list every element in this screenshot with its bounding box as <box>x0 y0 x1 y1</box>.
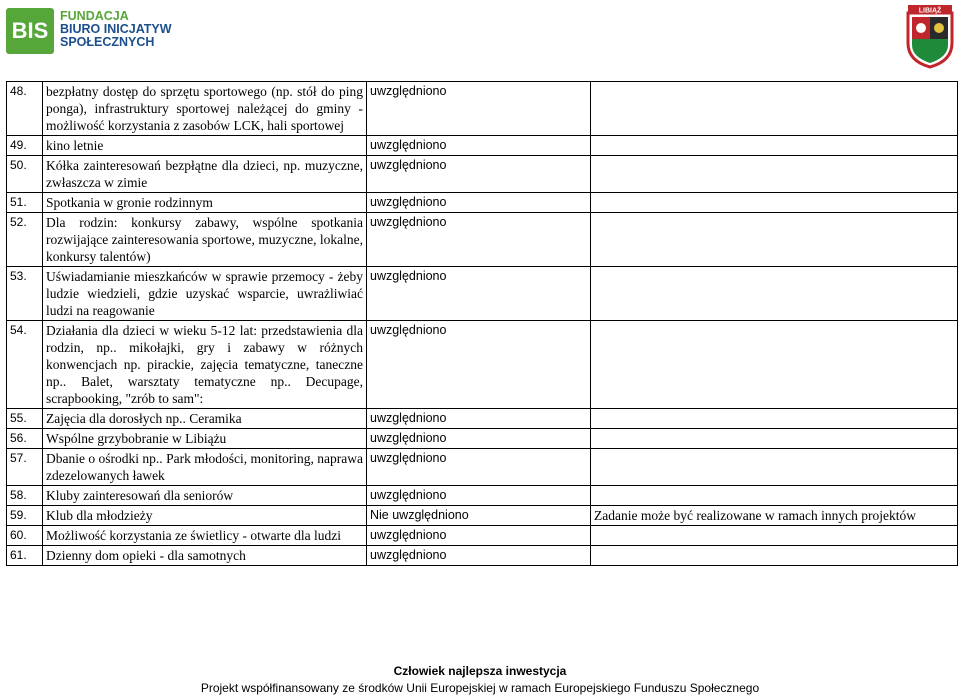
row-note <box>591 486 958 506</box>
row-description: Wspólne grzybobranie w Libiążu <box>43 429 367 449</box>
row-number: 59. <box>7 506 43 526</box>
row-note <box>591 546 958 566</box>
row-note <box>591 321 958 409</box>
row-note: Zadanie może być realizowane w ramach innych projektów <box>591 506 958 526</box>
row-number: 58. <box>7 486 43 506</box>
table-row <box>7 526 958 546</box>
row-note <box>591 213 958 267</box>
row-note <box>591 82 958 136</box>
foundation-line-3: SPOŁECZNYCH <box>60 35 155 49</box>
row-number: 51. <box>7 193 43 213</box>
foundation-name <box>60 10 172 49</box>
row-status: uwzględniono <box>367 429 591 449</box>
table-row <box>7 546 958 566</box>
table-row <box>7 486 958 506</box>
row-status: uwzględniono <box>367 136 591 156</box>
row-status: uwzględniono <box>367 486 591 506</box>
row-number: 53. <box>7 267 43 321</box>
foundation-line-1: FUNDACJA <box>60 9 129 23</box>
row-number: 50. <box>7 156 43 193</box>
row-number: 56. <box>7 429 43 449</box>
row-description: Zajęcia dla dorosłych np.. Ceramika <box>43 409 367 429</box>
table-row <box>7 193 958 213</box>
bis-logo <box>6 8 176 54</box>
row-status: uwzględniono <box>367 267 591 321</box>
table-row <box>7 136 958 156</box>
row-note <box>591 449 958 486</box>
row-status: uwzględniono <box>367 213 591 267</box>
row-status: uwzględniono <box>367 156 591 193</box>
row-description: Dzienny dom opieki - dla samotnych <box>43 546 367 566</box>
row-status: uwzględniono <box>367 82 591 136</box>
footer-funding-note: Projekt współfinansowany ze środków Unii Europejskiej w ramach Europejskiego Funduszu Społecznego <box>200 681 760 695</box>
row-description: Dbanie o ośrodki np.. Park młodości, monitoring, naprawa zdezelowanych ławek <box>43 449 367 486</box>
row-status: uwzględniono <box>367 321 591 409</box>
table-row <box>7 429 958 449</box>
row-status: uwzględniono <box>367 546 591 566</box>
row-note <box>591 409 958 429</box>
row-number: 48. <box>7 82 43 136</box>
row-note <box>591 156 958 193</box>
row-description: bezpłatny dostęp do sprzętu sportowego (np. stół do ping ponga), infrastruktury sportowej należącej do gminy - możliwość korzystania z zasobów LCK, hali sportowej <box>43 82 367 136</box>
table-row <box>7 506 958 526</box>
row-description: Spotkania w gronie rodzinnym <box>43 193 367 213</box>
row-description: Uświadamianie mieszkańców w sprawie przemocy - żeby ludzie wiedzieli, gdzie uzyskać wsparcie, uwrażliwiać ludzi na reagowanie <box>43 267 367 321</box>
foundation-line-2: BIURO INICJATYW <box>60 22 172 36</box>
row-description: Klub dla młodzieży <box>43 506 367 526</box>
libiaz-crest-logo <box>904 3 956 69</box>
row-note <box>591 429 958 449</box>
footer-slogan: Człowiek najlepsza inwestycja <box>393 664 567 678</box>
table-row <box>7 267 958 321</box>
row-number: 61. <box>7 546 43 566</box>
table-row <box>7 213 958 267</box>
row-description: Możliwość korzystania ze świetlicy - otwarte dla ludzi <box>43 526 367 546</box>
table-row <box>7 409 958 429</box>
bis-logo-mark: BIS <box>6 8 54 54</box>
row-description: kino letnie <box>43 136 367 156</box>
row-status: Nie uwzględniono <box>367 506 591 526</box>
row-note <box>591 267 958 321</box>
row-number: 52. <box>7 213 43 267</box>
row-note <box>591 193 958 213</box>
row-note <box>591 526 958 546</box>
row-number: 49. <box>7 136 43 156</box>
row-number: 54. <box>7 321 43 409</box>
table-row <box>7 449 958 486</box>
row-number: 60. <box>7 526 43 546</box>
row-description: Kluby zainteresowań dla seniorów <box>43 486 367 506</box>
table-row <box>7 321 958 409</box>
row-number: 57. <box>7 449 43 486</box>
proposals-table <box>6 81 958 566</box>
row-status: uwzględniono <box>367 193 591 213</box>
row-number: 55. <box>7 409 43 429</box>
row-description: Działania dla dzieci w wieku 5-12 lat: przedstawienia dla rodzin, np.. mikołajki, gry i zabawy w różnych konwencjach np. pirackie, zajęcia tematyczne, taneczne np.. Balet, warsztaty tematyczne np.. Decupage, scrapbooking, "zrób to sam": <box>43 321 367 409</box>
row-note <box>591 136 958 156</box>
svg-text:LIBIĄŻ: LIBIĄŻ <box>918 7 942 15</box>
row-status: uwzględniono <box>367 409 591 429</box>
row-description: Dla rodzin: konkursy zabawy, wspólne spotkania rozwijające zainteresowania sportowe, muzyczne, lokalne, konkursy talentów) <box>43 213 367 267</box>
row-status: uwzględniono <box>367 449 591 486</box>
row-status: uwzględniono <box>367 526 591 546</box>
row-description: Kółka zainteresowań bezpłątne dla dzieci, np. muzyczne, zwłaszcza w zimie <box>43 156 367 193</box>
table-row <box>7 156 958 193</box>
table-row <box>7 82 958 136</box>
